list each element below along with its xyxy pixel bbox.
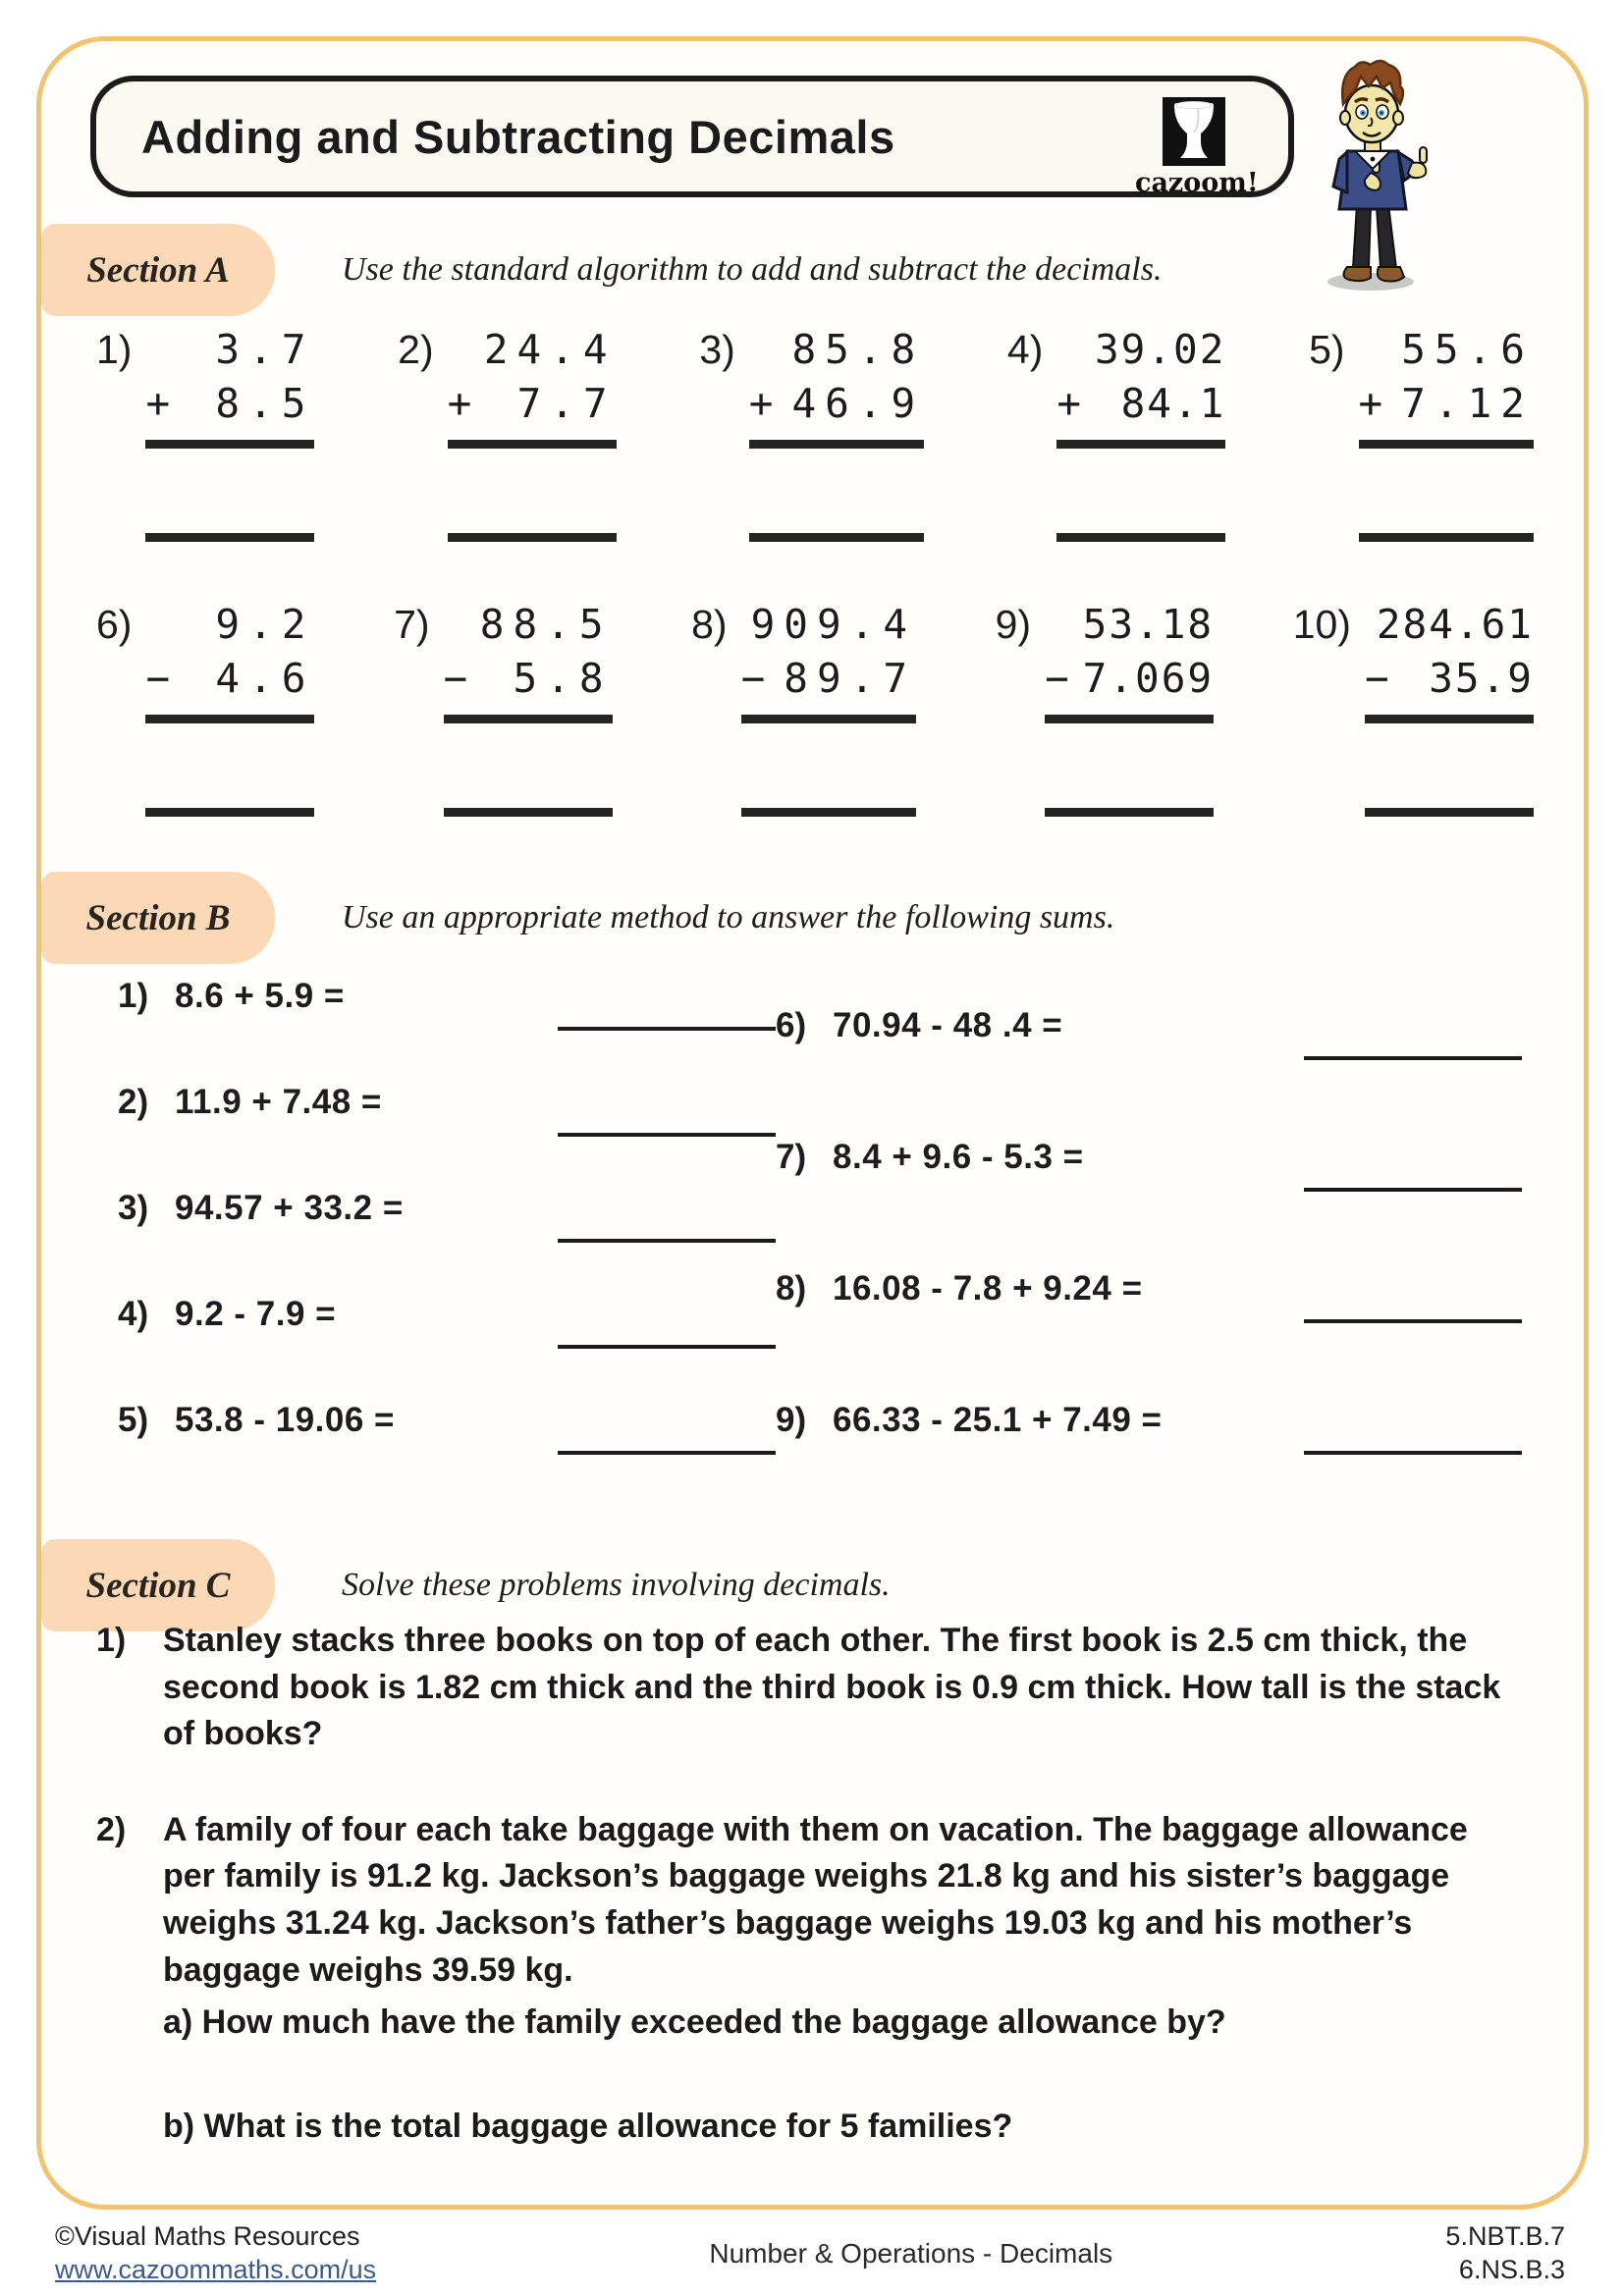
answer-line [558, 1239, 776, 1243]
word-problem-2: 2) A family of four each take baggage with them on vacation. The baggage allowance per family is 91.2 kg. Jackson’s baggage weighs 21.8 kg and his sister’s baggage weighs 31.24 kg. Jackson’s father’s baggage weighs 19.03 kg and his mother’s baggage weighs 39.59 kg. a) How much have the family exceeded the baggage allowance by? b) What is the total baggage allowance for 5 families? [96, 1807, 1540, 2151]
sum-line [1045, 715, 1214, 723]
answer-line [145, 533, 314, 542]
vertical-problem-4: 4) 39.02 + 84.1 [1007, 328, 1225, 542]
answer-line [741, 808, 916, 817]
footer-credit [55, 2220, 376, 2287]
sum-problem-9: 9) 66.33 - 25.1 + 7.49 = [776, 1401, 1522, 1440]
section-b-header [41, 872, 1565, 964]
sum-problem-3: 3) 94.57 + 33.2 = [118, 1189, 776, 1228]
vertical-problem-2: 2) 24.4 + 7.7 [398, 328, 616, 542]
vertical-problem-3: 3) 85.8 + 46.9 [699, 328, 924, 542]
answer-line [1045, 808, 1214, 817]
answer-line [1359, 533, 1534, 542]
answer-line [558, 1133, 776, 1137]
answer-line [1304, 1319, 1522, 1323]
answer-line [558, 1451, 776, 1455]
sum-problem-2: 2) 11.9 + 7.48 = [118, 1083, 776, 1122]
sum-problem-1: 1) 8.6 + 5.9 = [118, 977, 776, 1016]
standard-code-2: 6.NS.B.3 [1458, 2254, 1565, 2284]
vertical-problem-5: 5) 55.6 + 7.12 [1309, 328, 1534, 542]
sum-line [145, 715, 314, 723]
vertical-problem-8: 8) 909.4 − 89.7 [691, 603, 916, 817]
sum-line [1365, 715, 1534, 723]
section-a-label: Section A [41, 224, 275, 316]
section-c-label: Section C [41, 1539, 275, 1631]
section-c-instruction: Solve these problems involving decimals. [342, 1567, 891, 1603]
section-a-row-1 [96, 328, 1534, 542]
vertical-problem-7: 7) 88.5 − 5.8 [394, 603, 612, 817]
word-problem-2b: b) What is the total baggage allowance for 5 families? [163, 2107, 1013, 2145]
cazoom-logo [1135, 97, 1259, 198]
sum-problem-7: 7) 8.4 + 9.6 - 5.3 = [776, 1138, 1522, 1177]
answer-line [749, 533, 924, 542]
sum-line [1056, 440, 1225, 449]
answer-line [1304, 1188, 1522, 1192]
word-problem-1: 1) Stanley stacks three books on top of each other. The first book is 2.5 cm thick, the second book is 1.82 cm thick and the third book is 0.9 cm thick. How tall is the stack of books? [96, 1622, 1501, 1753]
vertical-problem-6: 6) 9.2 − 4.6 [96, 603, 314, 817]
section-b-right-column [776, 977, 1522, 1532]
word-problem-2-body: A family of four each take baggage with them on vacation. The baggage allowance per family is 91.2 kg. Jackson’s baggage weighs 21.8 kg and his sister’s baggage weighs 31.24 kg. Jackson’s father’s baggage weighs 19.03 kg and his mother’s baggage weighs 39.59 kg. [163, 1810, 1468, 1989]
answer-line [145, 808, 314, 817]
vertical-problem-10: 10) 284.61 − 35.9 [1293, 603, 1534, 817]
vertical-problem-1: 1) 3.7 + 8.5 [96, 328, 314, 542]
answer-line [1365, 808, 1534, 817]
section-b-problems [118, 977, 1522, 1532]
page-title: Adding and Subtracting Decimals [141, 110, 895, 163]
section-b-label: Section B [41, 872, 275, 964]
sum-line [749, 440, 924, 449]
section-c-problems [96, 1618, 1540, 2199]
answer-line [558, 1027, 776, 1031]
vertical-problem-9: 9) 53.18 − 7.069 [996, 603, 1214, 817]
footer-topic: Number & Operations - Decimals [709, 2237, 1113, 2269]
sum-line [448, 440, 617, 449]
title-box [90, 76, 1294, 197]
sum-problem-8: 8) 16.08 - 7.8 + 9.24 = [776, 1269, 1522, 1308]
answer-line [1056, 533, 1225, 542]
answer-line [558, 1345, 776, 1349]
word-problem-2a: a) How much have the family exceeded the baggage allowance by? [163, 2003, 1226, 2042]
footer-standards [1445, 2220, 1565, 2287]
sum-line [145, 440, 314, 449]
section-b-left-column [118, 977, 776, 1532]
logo-wordmark: cazoom! [1135, 168, 1259, 198]
section-a-header [41, 224, 1565, 316]
sum-line [741, 715, 916, 723]
answer-line [444, 808, 613, 817]
standard-code-1: 5.NBT.B.7 [1445, 2221, 1565, 2251]
page-footer [55, 2220, 1565, 2287]
section-a-instruction: Use the standard algorithm to add and subtract the decimals. [342, 251, 1163, 288]
sum-line [444, 715, 613, 723]
website-link[interactable]: www.cazoommaths.com/us [55, 2254, 377, 2284]
section-b-instruction: Use an appropriate method to answer the following sums. [342, 899, 1115, 935]
answer-line [448, 533, 617, 542]
section-a-row-2 [96, 603, 1534, 817]
answer-line [1304, 1056, 1522, 1060]
sum-line [1359, 440, 1534, 449]
copyright-text: ©Visual Maths Resources [55, 2221, 360, 2251]
drum-icon [1145, 97, 1243, 170]
sum-problem-5: 5) 53.8 - 19.06 = [118, 1401, 776, 1440]
sum-problem-6: 6) 70.94 - 48 .4 = [776, 1006, 1522, 1045]
answer-line [1304, 1451, 1522, 1455]
sum-problem-4: 4) 9.2 - 7.9 = [118, 1295, 776, 1334]
